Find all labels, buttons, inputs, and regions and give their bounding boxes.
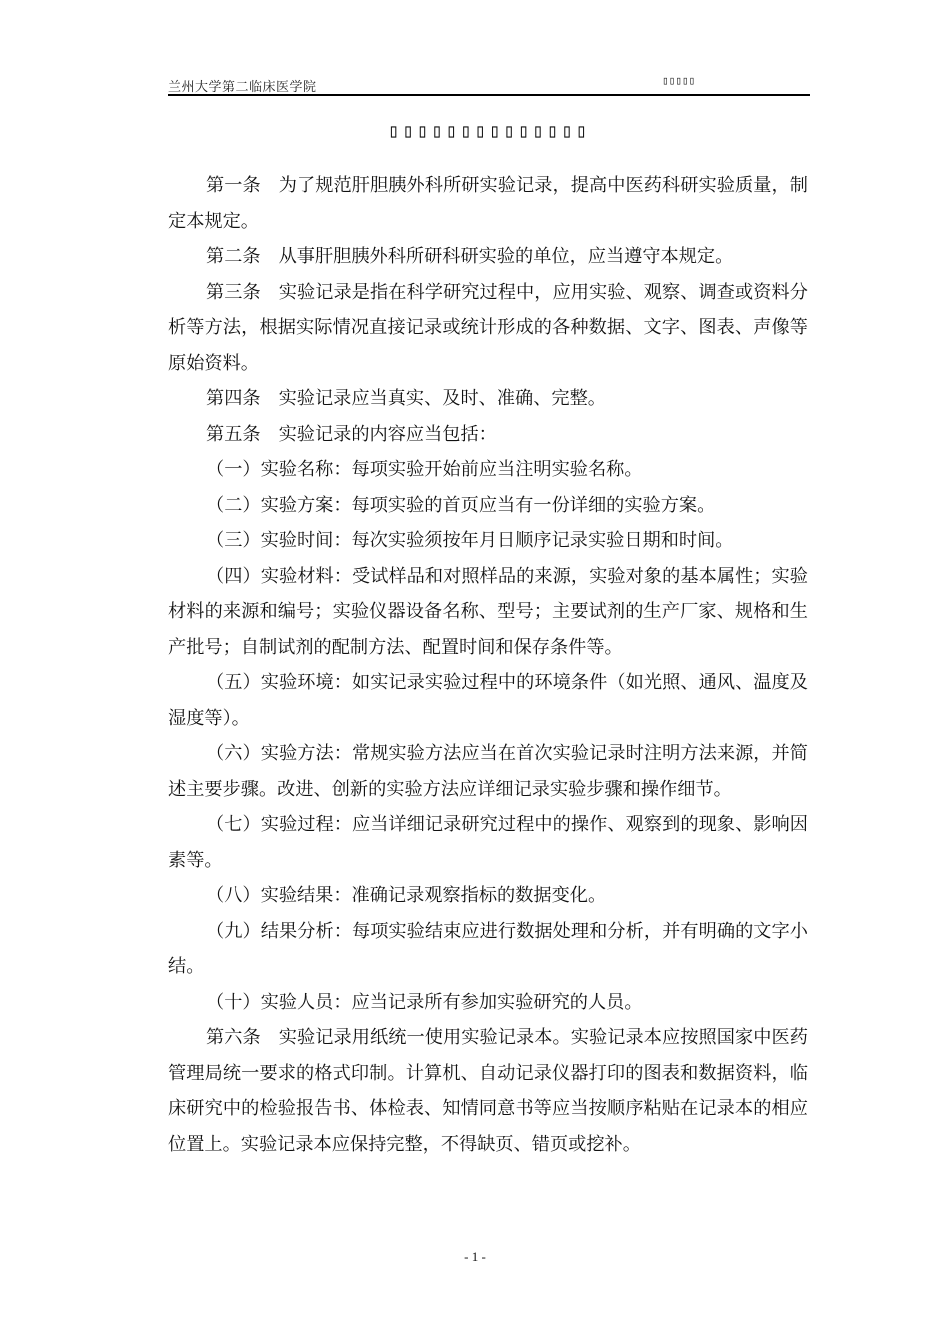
article-3 xyxy=(168,275,808,382)
list-item-8: （八）实验结果：准确记录观察指标的数据变化。 xyxy=(206,885,607,906)
list-item-5: （五）实验环境：如实记录实验过程中的环境条件（如光照、通风、温度及湿度等）。 xyxy=(168,672,808,729)
list-item-4: （四）实验材料：受试样品和对照样品的来源，实验对象的基本属性；实验材料的来源和编号；实验仪器设备名称、型号；主要试剂的生产厂家、规格和生产批号；自制试剂的配制方法、配置时间和保存条件等。 xyxy=(168,565,808,658)
list-item-9: （九）结果分析：每项实验结束应进行数据处理和分析，并有明确的文字小结。 xyxy=(168,920,808,977)
article-2 xyxy=(168,239,808,275)
list-item-1: （一）实验名称：每项实验开始前应当注明实验名称。 xyxy=(206,459,643,480)
article-text: 为了规范肝胆胰外科所研实验记录，提高中医药科研实验质量，制定本规定。 xyxy=(168,175,808,232)
document-body xyxy=(168,168,808,1162)
list-item-10: （十）实验人员：应当记录所有参加实验研究的人员。 xyxy=(206,991,643,1013)
article-1 xyxy=(168,168,808,239)
article-5 xyxy=(168,417,808,453)
page-header xyxy=(168,74,810,94)
list-item-3: （三）实验时间：每次实验须按年月日顺序记录实验日期和时间。 xyxy=(206,530,734,551)
article-text: 实验记录的内容应当包括： xyxy=(278,423,497,445)
list-item-2: （二）实验方案：每项实验的首页应当有一份详细的实验方案。 xyxy=(206,494,716,516)
article-text: 从事肝胆胰外科所研科研实验的单位，应当遵守本规定。 xyxy=(278,246,734,267)
page-number: - 1 - xyxy=(464,1249,486,1264)
article-label: 第四条 xyxy=(206,388,261,409)
article-label: 第五条 xyxy=(206,423,261,445)
article-text: 实验记录用纸统一使用实验记录本。实验记录本应按照国家中医药管理局统一要求的格式印制。计算机、自动记录仪器打印的图表和数据资料，临床研究中的检验报告书、体检表、知情同意书等应当按顺序粘贴在记录本的相应位置上。实验记录本应保持完整，不得缺页、错页或挖补。 xyxy=(168,1027,808,1155)
article-text: 实验记录是指在科学研究过程中，应用实验、观察、调查或资料分析等方法，根据实际情况直接记录或统计形成的各种数据、文字、图表、声像等原始资料。 xyxy=(168,281,808,374)
article-label: 第三条 xyxy=(206,281,261,303)
header-right-label: ▯▯▯▯▯ xyxy=(662,74,696,87)
article-6 xyxy=(168,1020,808,1162)
article-label: 第六条 xyxy=(206,1027,261,1048)
article-4 xyxy=(168,381,808,417)
list-item-6: （六）实验方法：常规实验方法应当在首次实验记录时注明方法来源，并简述主要步骤。改进、创新的实验方法应详细记录实验步骤和操作细节。 xyxy=(168,743,808,800)
article-label: 第一条 xyxy=(206,175,261,196)
article-label: 第二条 xyxy=(206,246,261,267)
article-text: 实验记录应当真实、及时、准确、完整。 xyxy=(278,388,606,409)
header-rule xyxy=(168,94,810,96)
header-institution: 兰州大学第二临床医学院 xyxy=(168,80,317,95)
list-item-7: （七）实验过程：应当详细记录研究过程中的操作、观察到的现象、影响因素等。 xyxy=(168,814,808,871)
document-title: ▯▯▯▯▯▯▯▯▯▯▯▯▯▯ xyxy=(387,120,591,142)
